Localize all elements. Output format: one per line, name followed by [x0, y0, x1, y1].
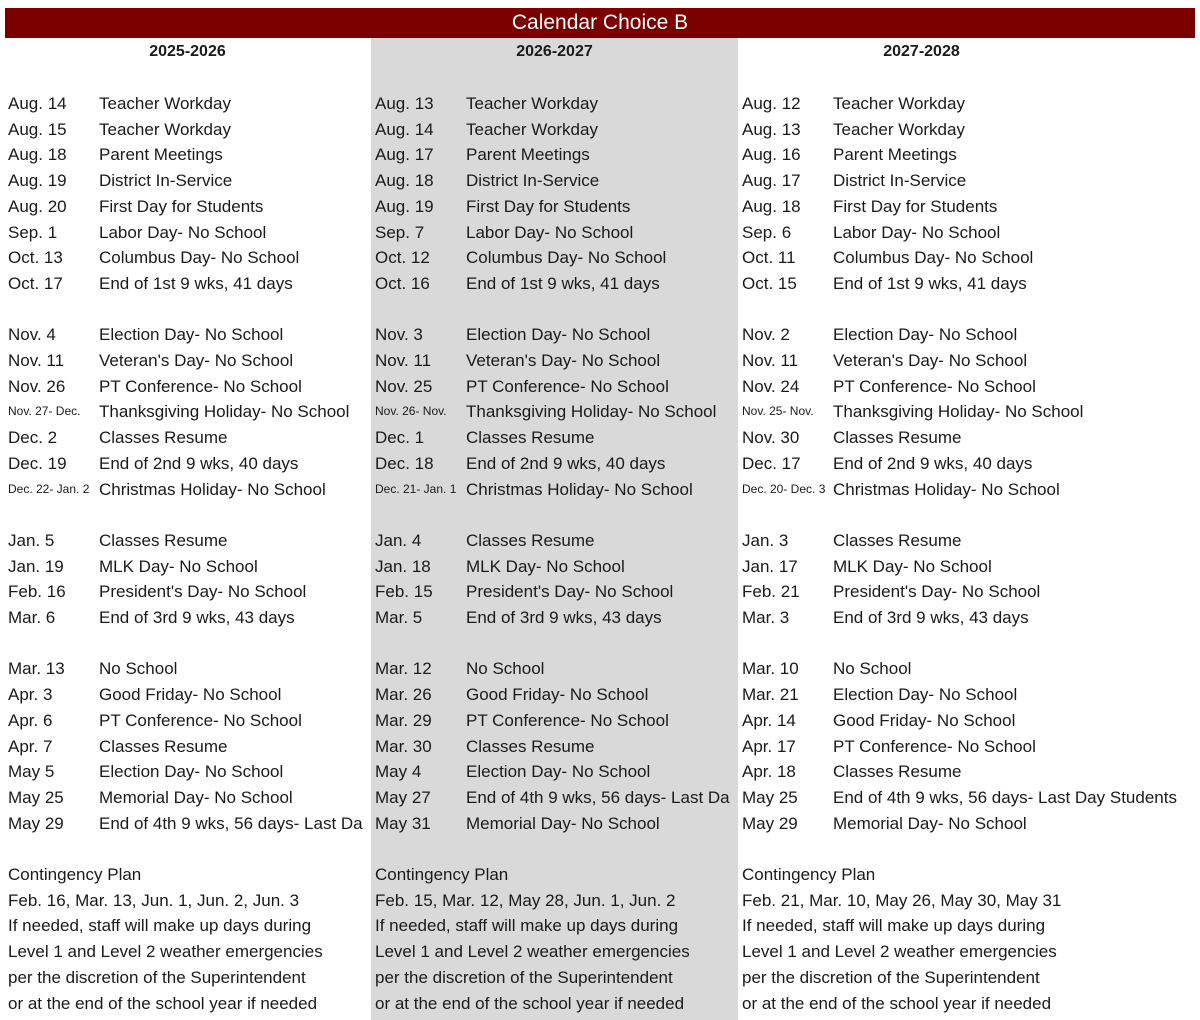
calendar-event: Memorial Day- No School [99, 787, 293, 807]
calendar-date: Nov. 2 [742, 325, 790, 345]
year-heading: 2026-2027 [516, 43, 593, 60]
calendar-date: Oct. 13 [8, 248, 63, 268]
calendar-date: Aug. 13 [375, 94, 434, 113]
calendar-date: Oct. 15 [742, 273, 797, 293]
calendar-date: Aug. 17 [742, 171, 801, 191]
calendar-event: District In-Service [466, 171, 600, 191]
calendar-row [738, 554, 1200, 580]
calendar-row [738, 579, 1200, 605]
calendar-row [738, 220, 1200, 246]
calendar-row [738, 656, 1200, 682]
calendar-date: Aug. 20 [8, 196, 67, 216]
calendar-event: Classes Resume [466, 736, 595, 756]
contingency-heading: Contingency Plan [742, 865, 876, 884]
year-column-2027-2028 [738, 38, 1177, 1020]
calendar-event: Classes Resume [833, 428, 962, 448]
calendar-event: End of 3rd 9 wks, 43 days [833, 608, 1029, 627]
calendar-event: Thanksgiving Holiday- No School [466, 402, 717, 422]
calendar-date: Oct. 11 [742, 248, 796, 268]
calendar-date: Nov. 24 [742, 376, 800, 396]
calendar-date: May 5 [8, 762, 55, 782]
calendar-row [738, 271, 1200, 297]
calendar-date: Mar. 29 [375, 710, 432, 730]
calendar-event: Classes Resume [99, 428, 228, 448]
calendar-event: Thanksgiving Holiday- No School [833, 402, 1084, 422]
contingency-line: or at the end of the school year if needed [375, 993, 685, 1013]
calendar-event: Memorial Day- No School [833, 813, 1027, 833]
calendar-event: Good Friday- No School [99, 685, 282, 705]
calendar-event: End of 1st 9 wks, 41 days [466, 273, 660, 293]
calendar-date: Jan. 3 [742, 530, 789, 550]
calendar-event: Labor Day- No School [99, 222, 267, 242]
calendar-event: MLK Day- No School [466, 556, 625, 576]
calendar-date: Jan. 4 [375, 530, 422, 550]
calendar-date: Mar. 3 [742, 608, 790, 627]
calendar-date: Oct. 16 [375, 273, 430, 293]
calendar-date: Feb. 15 [375, 582, 433, 602]
calendar-date: Oct. 12 [375, 248, 430, 268]
calendar-date: Aug. 19 [8, 171, 67, 191]
calendar-event: PT Conference- No School [466, 710, 669, 730]
calendar-date: Mar. 26 [375, 685, 432, 705]
calendar-event: Parent Meetings [833, 145, 957, 165]
contingency-line: If needed, staff will make up days during [8, 916, 312, 936]
calendar-row [738, 91, 1200, 117]
calendar-date: Aug. 19 [375, 196, 434, 216]
calendar-event: Election Day- No School [833, 685, 1018, 705]
calendar-date: Aug. 18 [8, 145, 67, 165]
contingency-line: Feb. 15, Mar. 12, May 28, Jun. 1, Jun. 2 [375, 890, 676, 910]
calendar-event: No School [466, 659, 545, 679]
calendar-date: Apr. 3 [8, 685, 53, 705]
calendar-date: Nov. 3 [375, 325, 423, 345]
calendar-date: May 25 [8, 787, 64, 807]
contingency-heading: Contingency Plan [375, 865, 509, 884]
calendar-event: Parent Meetings [466, 145, 590, 165]
calendar-event: No School [99, 659, 178, 679]
contingency-line: If needed, staff will make up days during [742, 916, 1046, 936]
calendar-event: Teacher Workday [466, 119, 598, 139]
calendar-title: Calendar Choice B [5, 8, 1195, 38]
calendar-event: Election Day- No School [466, 762, 651, 782]
calendar-event: First Day for Students [833, 196, 998, 216]
calendar-row [738, 348, 1200, 374]
calendar-event: End of 2nd 9 wks, 40 days [99, 453, 299, 473]
calendar-row [738, 194, 1200, 220]
contingency-heading: Contingency Plan [8, 865, 142, 884]
contingency-line: per the discretion of the Superintendent [375, 967, 673, 987]
calendar-event: District In-Service [833, 171, 967, 191]
calendar-row [738, 811, 1200, 837]
calendar-date: Nov. 25 [375, 376, 433, 396]
calendar-date: Dec. 18 [375, 453, 434, 473]
calendar-date: Aug. 13 [742, 119, 801, 139]
year-heading: 2025-2026 [149, 43, 226, 60]
calendar-date: Mar. 30 [375, 736, 432, 756]
contingency-line: or at the end of the school year if needed [742, 993, 1052, 1013]
calendar-date: Dec. 17 [742, 453, 801, 473]
calendar-date: Dec. 1 [375, 428, 425, 448]
calendar-event: MLK Day- No School [99, 556, 258, 576]
calendar-date: Dec. 21- Jan. 1 [375, 481, 457, 496]
calendar-event: President's Day- No School [466, 582, 674, 602]
calendar-row [738, 451, 1200, 477]
calendar-event: End of 3rd 9 wks, 43 days [466, 608, 662, 627]
calendar-event: Christmas Holiday- No School [99, 479, 326, 499]
calendar-date: Nov. 27- Dec. [8, 404, 81, 419]
calendar-date: Sep. 6 [742, 222, 792, 242]
calendar-date: Apr. 18 [742, 762, 796, 782]
calendar-event: Labor Day- No School [833, 222, 1001, 242]
calendar-event: End of 1st 9 wks, 41 days [833, 273, 1027, 293]
calendar-event: Election Day- No School [99, 325, 284, 345]
calendar-row [738, 245, 1200, 271]
calendar-date: May 31 [375, 813, 431, 833]
calendar-date: Aug. 18 [375, 171, 434, 191]
calendar-event: Classes Resume [833, 530, 962, 550]
calendar-event: Columbus Day- No School [466, 248, 667, 268]
calendar-event: Teacher Workday [833, 94, 965, 113]
calendar-event: Teacher Workday [99, 119, 231, 139]
calendar-row [738, 708, 1200, 734]
calendar-date: Aug. 14 [375, 119, 434, 139]
calendar-row [738, 399, 1200, 425]
calendar-date: Aug. 14 [8, 94, 67, 113]
calendar-event: District In-Service [99, 171, 233, 191]
calendar-event: PT Conference- No School [833, 736, 1036, 756]
calendar-event: End of 3rd 9 wks, 43 days [99, 608, 295, 627]
calendar-date: Feb. 16 [8, 582, 66, 602]
calendar-event: End of 4th 9 wks, 56 days- Last Day Students [833, 787, 1177, 807]
calendar-row [738, 682, 1200, 708]
calendar-event: PT Conference- No School [466, 376, 669, 396]
calendar-date: Dec. 20- Dec. 3 [742, 481, 826, 496]
calendar-row [738, 528, 1200, 554]
calendar-event: End of 2nd 9 wks, 40 days [833, 453, 1033, 473]
calendar-date: Apr. 6 [8, 710, 53, 730]
contingency-line: or at the end of the school year if needed [8, 993, 318, 1013]
calendar-date: May 29 [8, 813, 64, 833]
calendar-event: Christmas Holiday- No School [833, 479, 1060, 499]
calendar-event: End of 2nd 9 wks, 40 days [466, 453, 666, 473]
calendar-date: May 25 [742, 787, 798, 807]
calendar-date: Nov. 11 [742, 351, 799, 370]
calendar-event: Election Day- No School [833, 325, 1018, 345]
calendar-date: Nov. 4 [8, 325, 56, 345]
contingency-line: per the discretion of the Superintendent [8, 967, 306, 987]
calendar-date: May 4 [375, 762, 422, 782]
calendar-event: Labor Day- No School [466, 222, 634, 242]
calendar-date: Nov. 11 [375, 351, 432, 370]
calendar-event: End of 4th 9 wks, 56 days- Last Da [466, 787, 730, 807]
calendar-date: Mar. 10 [742, 659, 799, 679]
calendar-event: PT Conference- No School [99, 376, 302, 396]
calendar-date: Apr. 14 [742, 710, 796, 730]
calendar-date: Aug. 18 [742, 196, 801, 216]
calendar-event: President's Day- No School [833, 582, 1041, 602]
calendar-event: Thanksgiving Holiday- No School [99, 402, 350, 422]
calendar-date: Feb. 21 [742, 582, 800, 602]
calendar-event: Classes Resume [466, 428, 595, 448]
calendar-event: Columbus Day- No School [99, 248, 300, 268]
calendar-event: No School [833, 659, 912, 679]
calendar-date: Dec. 22- Jan. 2 [8, 481, 90, 496]
calendar-event: Classes Resume [99, 530, 228, 550]
calendar-date: Mar. 21 [742, 685, 799, 705]
calendar-row [738, 605, 1200, 631]
calendar-date: Jan. 19 [8, 556, 64, 576]
calendar-row [738, 168, 1200, 194]
contingency-line: Feb. 21, Mar. 10, May 26, May 30, May 31 [742, 890, 1062, 910]
calendar-event: Columbus Day- No School [833, 248, 1034, 268]
calendar-row [738, 759, 1200, 785]
calendar-event: Classes Resume [99, 736, 228, 756]
calendar-event: End of 4th 9 wks, 56 days- Last Da [99, 813, 363, 833]
calendar-event: First Day for Students [99, 196, 264, 216]
calendar-event: First Day for Students [466, 196, 631, 216]
calendar-row [738, 322, 1200, 348]
contingency-line: Level 1 and Level 2 weather emergencies [742, 942, 1057, 962]
calendar-date: Dec. 19 [8, 453, 67, 473]
calendar-date: Nov. 11 [8, 351, 65, 370]
calendar-date: Jan. 5 [8, 530, 55, 550]
calendar-date: May 29 [742, 813, 798, 833]
calendar-date: Aug. 15 [8, 119, 67, 139]
calendar-date: May 27 [375, 787, 431, 807]
calendar-event: Teacher Workday [99, 94, 231, 113]
calendar-date: Mar. 13 [8, 659, 65, 679]
calendar-date: Aug. 16 [742, 145, 801, 165]
year-heading: 2027-2028 [883, 43, 960, 60]
calendar-event: PT Conference- No School [99, 710, 302, 730]
calendar-date: Mar. 5 [375, 608, 423, 627]
contingency-line: Feb. 16, Mar. 13, Jun. 1, Jun. 2, Jun. 3 [8, 890, 300, 910]
calendar-date: Aug. 17 [375, 145, 434, 165]
calendar-event: Election Day- No School [99, 762, 284, 782]
year-column-2025-2026 [4, 38, 371, 1020]
calendar-event: Teacher Workday [833, 119, 965, 139]
calendar-date: Nov. 25- Nov. [742, 404, 814, 419]
calendar-event: Good Friday- No School [833, 710, 1016, 730]
contingency-line: If needed, staff will make up days during [375, 916, 679, 936]
calendar-row [738, 117, 1200, 143]
calendar-event: Teacher Workday [466, 94, 598, 113]
calendar-date: Jan. 17 [742, 556, 798, 576]
contingency-line: Level 1 and Level 2 weather emergencies [375, 942, 690, 962]
calendar-date: Sep. 7 [375, 222, 425, 242]
calendar-event: Veteran's Day- No School [466, 351, 661, 370]
calendar-date: Nov. 26- Nov. [375, 404, 447, 419]
calendar-date: Apr. 7 [8, 736, 53, 756]
calendar-date: Mar. 12 [375, 659, 432, 679]
year-column-2026-2027 [371, 38, 738, 1020]
calendar-event: Classes Resume [466, 530, 595, 550]
calendar-date: Sep. 1 [8, 222, 58, 242]
calendar-row [738, 477, 1200, 503]
calendar-date: Mar. 6 [8, 608, 56, 627]
calendar-date: Oct. 17 [8, 273, 63, 293]
calendar-date: Apr. 17 [742, 736, 796, 756]
calendar-event: President's Day- No School [99, 582, 307, 602]
calendar-row [738, 734, 1200, 760]
calendar-event: Parent Meetings [99, 145, 223, 165]
calendar-row [738, 785, 1200, 811]
calendar-event: Christmas Holiday- No School [466, 479, 693, 499]
contingency-line: Level 1 and Level 2 weather emergencies [8, 942, 323, 962]
calendar-event: Veteran's Day- No School [833, 351, 1028, 370]
calendar-event: MLK Day- No School [833, 556, 992, 576]
calendar-date: Aug. 12 [742, 94, 801, 113]
calendar-row [738, 425, 1200, 451]
calendar-event: Classes Resume [833, 762, 962, 782]
calendar-event: Good Friday- No School [466, 685, 649, 705]
calendar-row [738, 142, 1200, 168]
calendar-date: Nov. 30 [742, 428, 800, 448]
calendar-event: Memorial Day- No School [466, 813, 660, 833]
contingency-line: per the discretion of the Superintendent [742, 967, 1040, 987]
calendar-date: Nov. 26 [8, 376, 66, 396]
calendar-row [738, 374, 1200, 400]
calendar-event: Veteran's Day- No School [99, 351, 294, 370]
calendar-event: Election Day- No School [466, 325, 651, 345]
calendar-date: Jan. 18 [375, 556, 431, 576]
calendar-date: Dec. 2 [8, 428, 58, 448]
calendar-event: PT Conference- No School [833, 376, 1036, 396]
calendar-event: End of 1st 9 wks, 41 days [99, 273, 293, 293]
